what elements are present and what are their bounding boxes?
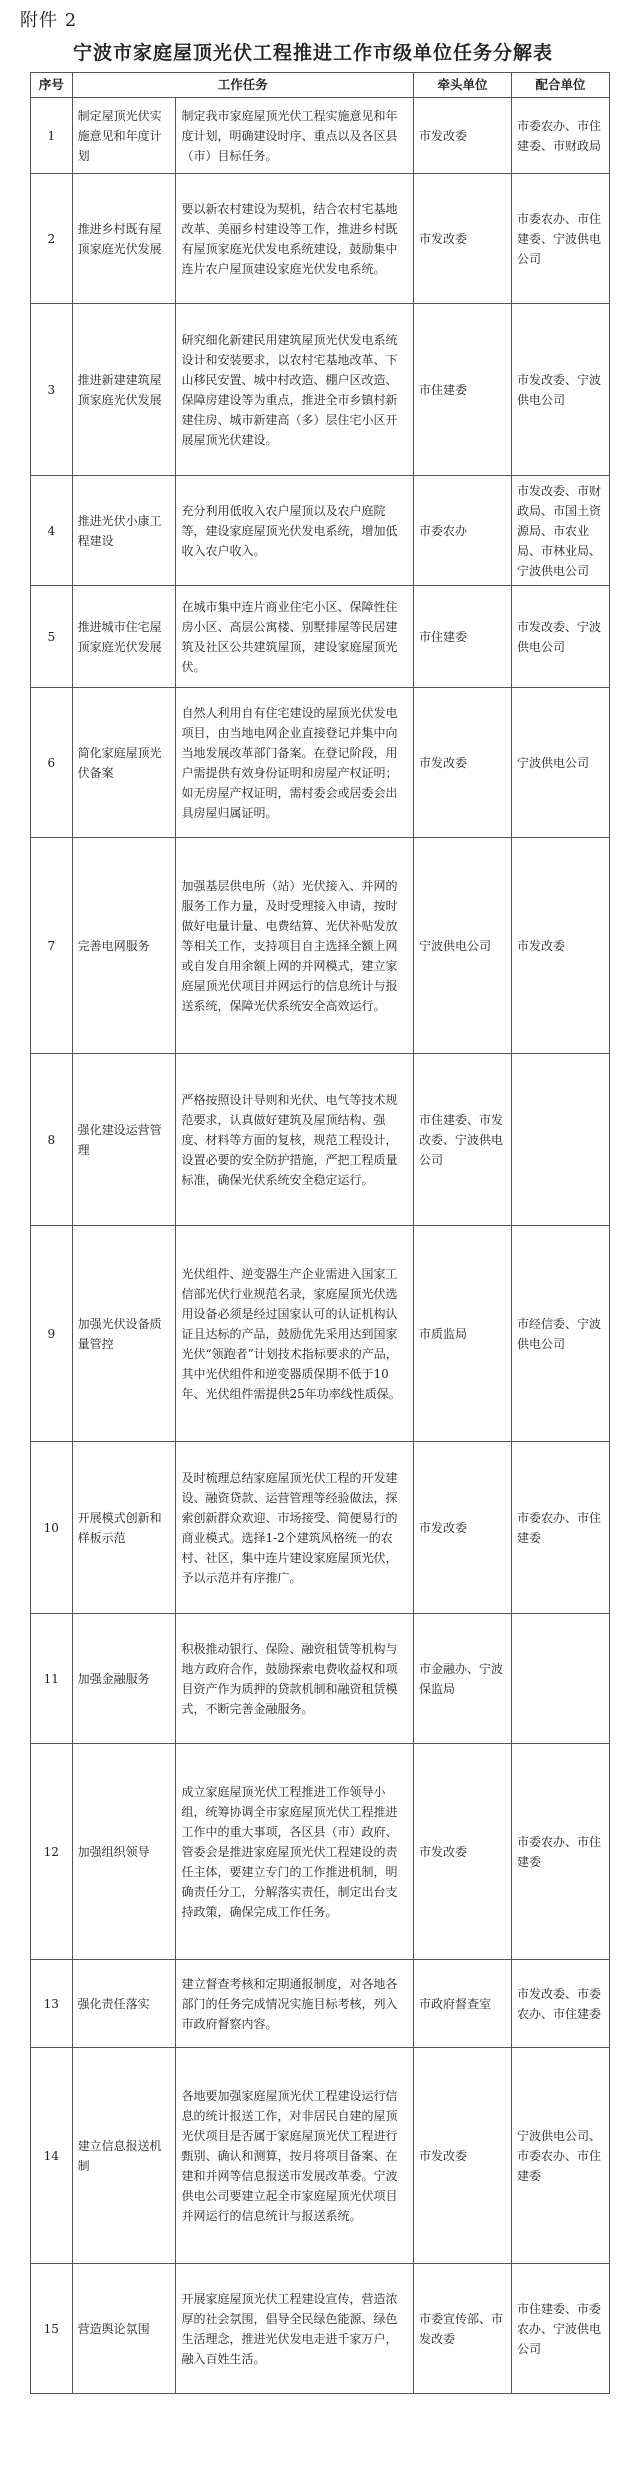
- task-content: 严格按照设计导则和光伏、电气等技术规范要求，认真做好建筑及屋顶结构、强度、材料等方面的复核，规范工程设计，设置必要的安全防护措施，严把工程质量标准，确保光伏系统安全稳定运行。: [176, 1054, 414, 1226]
- header-lead: 牵头单位: [414, 73, 512, 98]
- task-content: 研究细化新建民用建筑屋顶光伏发电系统设计和安装要求，以农村宅基地改革、下山移民安置、城中村改造、棚户区改造、保障房建设等为重点，推进全市乡镇村新建住房、城市新建高（多）层住宅小区开展屋顶光伏建设。: [176, 304, 414, 476]
- task-name: 推进乡村既有屋顶家庭光伏发展: [72, 174, 176, 304]
- lead-unit: 市发改委: [414, 688, 512, 838]
- cooperating-units: 宁波供电公司、市委农办、市住建委: [511, 2048, 609, 2264]
- lead-unit: 市住建委: [414, 586, 512, 688]
- row-number: 5: [31, 586, 73, 688]
- lead-unit: 市委宣传部、市发改委: [414, 2264, 512, 2394]
- task-name: 加强光伏设备质量管控: [72, 1226, 176, 1442]
- row-number: 11: [31, 1614, 73, 1744]
- attachment-label: 附件 2: [20, 10, 78, 31]
- task-content: 光伏组件、逆变器生产企业需进入国家工信部光伏行业规范名录，家庭屋顶光伏选用设备必须是经过国家认可的认证机构认证且达标的产品，鼓励优先采用达到国家光伏“领跑者”计划技术指标要求的产品，其中光伏组件和逆变器质保期不低于10年、光伏组件需提供25年功率线性质保。: [176, 1226, 414, 1442]
- row-number: 6: [31, 688, 73, 838]
- cooperating-units: [511, 1054, 609, 1226]
- lead-unit: 市政府督查室: [414, 1960, 512, 2048]
- table-row: [31, 1226, 610, 1442]
- table-row: [31, 1744, 610, 1960]
- cooperating-units: 市发改委: [511, 838, 609, 1054]
- cooperating-units: 市委农办、市住建委: [511, 1442, 609, 1614]
- row-number: 2: [31, 174, 73, 304]
- table-row: [31, 304, 610, 476]
- document-title: 宁波市家庭屋顶光伏工程推进工作市级单位任务分解表: [72, 42, 553, 64]
- cooperating-units: 市住建委、市委农办、宁波供电公司: [511, 2264, 609, 2394]
- task-content: 各地要加强家庭屋顶光伏工程建设运行信息的统计报送工作，对非居民自建的屋顶光伏项目是否属于家庭屋顶光伏工程进行甄别、确认和测算，按月将项目备案、在建和并网等信息报送市发展改革委。宁波供电公司要建立起全市家庭屋顶光伏项目并网运行的信息统计与报送系统。: [176, 2048, 414, 2264]
- row-number: 8: [31, 1054, 73, 1226]
- header-seq: 序号: [31, 73, 73, 98]
- row-number: 10: [31, 1442, 73, 1614]
- cooperating-units: 市发改委、宁波供电公司: [511, 586, 609, 688]
- row-number: 3: [31, 304, 73, 476]
- task-content: 制定我市家庭屋顶光伏工程实施意见和年度计划，明确建设时序、重点以及各区县（市）目标任务。: [176, 98, 414, 174]
- header-coop: 配合单位: [511, 73, 609, 98]
- task-content: 在城市集中连片商业住宅小区、保障性住房小区、高层公寓楼、别墅排屋等民居建筑及社区公共建筑屋顶，建设家庭屋顶光伏。: [176, 586, 414, 688]
- cooperating-units: 市发改委、市委农办、市住建委: [511, 1960, 609, 2048]
- table-row: [31, 174, 610, 304]
- cooperating-units: [511, 1614, 609, 1744]
- cooperating-units: 市委农办、市住建委: [511, 1744, 609, 1960]
- table-row: [31, 1614, 610, 1744]
- task-table: [30, 72, 610, 2394]
- row-number: 7: [31, 838, 73, 1054]
- task-name: 完善电网服务: [72, 838, 176, 1054]
- task-content: 自然人利用自有住宅建设的屋顶光伏发电项目，由当地电网企业直接登记并集中向当地发展改革部门备案。在登记阶段，用户需提供有效身份证明和房屋产权证明；如无房屋产权证明，需村委会或居委会出具房屋归属证明。: [176, 688, 414, 838]
- task-name: 加强组织领导: [72, 1744, 176, 1960]
- task-name: 推进新建建筑屋顶家庭光伏发展: [72, 304, 176, 476]
- lead-unit: 市发改委: [414, 2048, 512, 2264]
- header-task: 工作任务: [72, 73, 413, 98]
- cooperating-units: 市发改委、市财政局、市国土资源局、市农业局、市林业局、宁波供电公司: [511, 476, 609, 586]
- task-content: 开展家庭屋顶光伏工程建设宣传，营造浓厚的社会氛围，倡导全民绿色能源、绿色生活理念，推进光伏发电走进千家万户，融入百姓生活。: [176, 2264, 414, 2394]
- task-content: 充分利用低收入农户屋顶以及农户庭院等，建设家庭屋顶光伏发电系统，增加低收入农户收入。: [176, 476, 414, 586]
- table-row: [31, 688, 610, 838]
- lead-unit: 市金融办、宁波保监局: [414, 1614, 512, 1744]
- task-content: 成立家庭屋顶光伏工程推进工作领导小组，统筹协调全市家庭屋顶光伏工程推进工作中的重大事项，各区县（市）政府、管委会是推进家庭屋顶光伏工程建设的责任主体，要建立专门的工作推进机制，明确责任分工，分解落实责任，制定出台支持政策，确保完成工作任务。: [176, 1744, 414, 1960]
- table-row: [31, 1442, 610, 1614]
- task-content: 要以新农村建设为契机，结合农村宅基地改革、美丽乡村建设等工作，推进乡村既有屋顶家庭光伏发电系统建设，鼓励集中连片农户屋顶建设家庭光伏发电系统。: [176, 174, 414, 304]
- lead-unit: 市住建委: [414, 304, 512, 476]
- task-name: 强化责任落实: [72, 1960, 176, 2048]
- table-row: [31, 2048, 610, 2264]
- lead-unit: 市发改委: [414, 98, 512, 174]
- task-name: 营造舆论氛围: [72, 2264, 176, 2394]
- lead-unit: 市发改委: [414, 174, 512, 304]
- cooperating-units: 市发改委、宁波供电公司: [511, 304, 609, 476]
- table-row: [31, 1960, 610, 2048]
- lead-unit: 宁波供电公司: [414, 838, 512, 1054]
- task-name: 推进城市住宅屋顶家庭光伏发展: [72, 586, 176, 688]
- lead-unit: 市住建委、市发改委、宁波供电公司: [414, 1054, 512, 1226]
- task-name: 强化建设运营管理: [72, 1054, 176, 1226]
- cooperating-units: 宁波供电公司: [511, 688, 609, 838]
- task-content: 加强基层供电所（站）光伏接入、并网的服务工作力量，及时受理接入申请，按时做好电量计量、电费结算、光伏补贴发放等相关工作，支持项目自主选择全额上网或自发自用余额上网的并网模式，建立家庭屋顶光伏项目并网运行的信息统计与报送系统，保障光伏系统安全高效运行。: [176, 838, 414, 1054]
- table-row: [31, 2264, 610, 2394]
- row-number: 12: [31, 1744, 73, 1960]
- table-header-row: [31, 73, 610, 98]
- row-number: 1: [31, 98, 73, 174]
- row-number: 13: [31, 1960, 73, 2048]
- task-name: 建立信息报送机制: [72, 2048, 176, 2264]
- task-content: 积极推动银行、保险、融资租赁等机构与地方政府合作，鼓励探索电费收益权和项目资产作为质押的贷款机制和融资租赁模式，不断完善金融服务。: [176, 1614, 414, 1744]
- cooperating-units: 市委农办、市住建委、宁波供电公司: [511, 174, 609, 304]
- row-number: 9: [31, 1226, 73, 1442]
- task-name: 简化家庭屋顶光伏备案: [72, 688, 176, 838]
- row-number: 14: [31, 2048, 73, 2264]
- table-row: [31, 98, 610, 174]
- lead-unit: 市发改委: [414, 1744, 512, 1960]
- cooperating-units: 市经信委、宁波供电公司: [511, 1226, 609, 1442]
- row-number: 4: [31, 476, 73, 586]
- table-row: [31, 1054, 610, 1226]
- cooperating-units: 市委农办、市住建委、市财政局: [511, 98, 609, 174]
- task-content: 及时梳理总结家庭屋顶光伏工程的开发建设、融资贷款、运营管理等经验做法，探索创新群众欢迎、市场接受、简便易行的商业模式。选择1-2个建筑风格统一的农村、社区，集中连片建设家庭屋顶光伏，予以示范并有序推广。: [176, 1442, 414, 1614]
- task-name: 制定屋顶光伏实施意见和年度计划: [72, 98, 176, 174]
- lead-unit: 市委农办: [414, 476, 512, 586]
- table-row: [31, 838, 610, 1054]
- task-name: 加强金融服务: [72, 1614, 176, 1744]
- table-row: [31, 586, 610, 688]
- task-name: 推进光伏小康工程建设: [72, 476, 176, 586]
- lead-unit: 市发改委: [414, 1442, 512, 1614]
- table-row: [31, 476, 610, 586]
- task-content: 建立督查考核和定期通报制度，对各地各部门的任务完成情况实施目标考核，列入市政府督察内容。: [176, 1960, 414, 2048]
- row-number: 15: [31, 2264, 73, 2394]
- task-name: 开展模式创新和样板示范: [72, 1442, 176, 1614]
- lead-unit: 市质监局: [414, 1226, 512, 1442]
